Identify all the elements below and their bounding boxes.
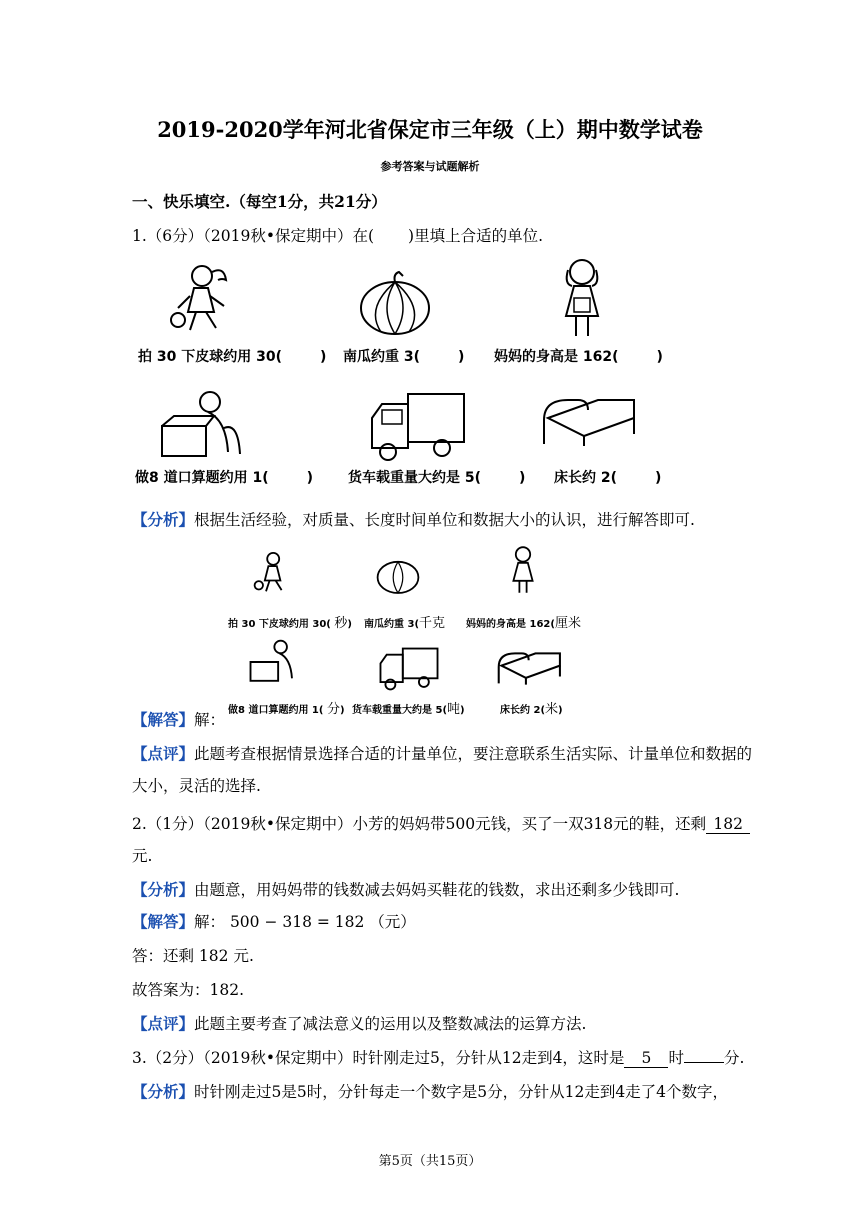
q2-comment	[132, 1012, 586, 1034]
q1-comment	[132, 742, 752, 764]
answer-girl-ball-illustration	[248, 548, 296, 598]
q2-answer-text: 解： 500 − 318 = 182 （元）	[194, 913, 416, 931]
caption-desk-text: 做8 道口算题约用 1(	[135, 470, 269, 486]
pumpkin-illustration	[355, 270, 435, 338]
q2-final: 故答案为：182.	[132, 981, 245, 999]
answer-caption-bed-close: )	[558, 705, 563, 716]
q1-analysis-text: 根据生活经验，对质量、长度时间单位和数据大小的认识，进行解答即可.	[194, 511, 695, 529]
caption-ball-close: )	[320, 349, 327, 365]
answer-unit-desk: 分	[326, 702, 340, 717]
caption-mom	[494, 346, 663, 366]
q1-analysis-tag: 【分析】	[132, 510, 195, 529]
q2-answer-tag: 【解答】	[132, 912, 195, 931]
page-subtitle: 参考答案与试题解析	[380, 160, 480, 173]
answer-truck-illustration	[378, 646, 440, 692]
q3-analysis-text: 时针刚走过5是5时，分针每走一个数字是5分，分针从12走到4走了4个数字，	[194, 1083, 729, 1101]
q3-minute-blank	[684, 1062, 724, 1063]
question-3-stem	[132, 1046, 744, 1068]
caption-bed-close: )	[655, 470, 662, 486]
caption-bed	[554, 467, 661, 487]
answer-pumpkin-illustration	[374, 554, 422, 596]
caption-bed-text: 床长约 2(	[554, 470, 618, 486]
q1-answer	[132, 708, 225, 730]
answer-caption-bed-text: 床长约 2(	[500, 705, 546, 716]
page-footer: 第5页（共15页）	[378, 1154, 482, 1169]
caption-pumpkin	[343, 346, 464, 366]
caption-truck-close: )	[519, 470, 526, 486]
caption-mom-text: 妈妈的身高是 162(	[494, 349, 619, 365]
q2-comment-text: 此题主要考查了减法意义的运用以及整数减法的运算方法.	[194, 1015, 587, 1033]
caption-mom-close: )	[656, 349, 663, 365]
q2-analysis-text: 由题意，用妈妈带的钱数减去妈妈买鞋花的钱数，求出还剩多少钱即可.	[194, 881, 680, 899]
caption-ball	[138, 346, 326, 366]
q2-unit: 元.	[132, 847, 153, 865]
truck-illustration	[368, 390, 468, 464]
q1-stem-after: )里填上合适的单位.	[408, 227, 544, 245]
answer-caption-desk	[228, 698, 345, 717]
q1-analysis	[132, 508, 695, 530]
q1-answer-tag: 【解答】	[132, 710, 195, 729]
answer-bed-illustration	[496, 646, 564, 688]
q1-comment-line1: 此题考查根据情景选择合适的计量单位，要注意联系生活实际、计量单位和数据的	[194, 745, 753, 763]
q2-reply: 答：还剩 182 元.	[132, 947, 254, 965]
answer-caption-mom-text: 妈妈的身高是 162(	[466, 619, 555, 630]
q3-analysis-tag: 【分析】	[132, 1082, 195, 1101]
mother-illustration	[552, 256, 612, 340]
q2-analysis-tag: 【分析】	[132, 880, 195, 899]
answer-caption-ball-close: )	[347, 619, 352, 630]
q3-end-text: 分.	[723, 1049, 745, 1067]
answer-unit-bed: 米	[545, 702, 559, 717]
bed-illustration	[540, 390, 640, 450]
q1-answer-text: 解：	[194, 711, 226, 729]
caption-desk-close: )	[306, 470, 314, 486]
answer-unit-ball: 秒	[334, 616, 348, 631]
answer-unit-mom: 厘米	[554, 616, 581, 631]
answer-caption-truck-close: )	[460, 705, 465, 716]
caption-pumpkin-close: )	[458, 349, 465, 365]
answer-caption-truck-text: 货车载重量大约是 5(	[352, 705, 448, 716]
caption-truck	[348, 467, 525, 487]
q2-stem-text: 2.（1分）（2019秋•保定期中）小芳的妈妈带500元钱，买了一双318元的鞋，还剩	[132, 815, 707, 833]
answer-unit-pumpkin: 千克	[419, 616, 446, 631]
q3-stem-text: 3.（2分）（2019秋•保定期中）时针刚走过5，分针从12走到4，这时是	[132, 1049, 625, 1067]
caption-pumpkin-text: 南瓜约重 3(	[343, 349, 421, 365]
caption-desk	[135, 467, 313, 487]
question-1-stem	[132, 224, 543, 246]
q3-mid-text: 时	[668, 1049, 684, 1067]
answer-caption-desk-close: )	[339, 705, 345, 716]
answer-caption-truck	[352, 698, 465, 717]
answer-caption-desk-text: 做8 道口算题约用 1(	[228, 705, 324, 716]
q1-comment-line2: 大小，灵活的选择.	[132, 777, 261, 795]
answer-caption-ball-text: 拍 30 下皮球约用 30(	[228, 619, 331, 630]
q2-comment-tag: 【点评】	[132, 1014, 195, 1033]
answer-caption-pumpkin-text: 南瓜约重 3(	[364, 619, 420, 630]
answer-caption-mom	[466, 612, 581, 631]
q3-hour-blank: 5	[624, 1050, 668, 1068]
question-2-stem	[132, 812, 750, 834]
answer-caption-ball	[228, 612, 352, 631]
section-heading: 一、快乐填空.（每空1分，共21分）	[132, 192, 387, 211]
answer-caption-pumpkin	[364, 612, 445, 631]
page-title: 2019-2020学年河北省保定市三年级（上）期中数学试卷	[157, 117, 703, 142]
caption-truck-text: 货车载重量大约是 5(	[348, 470, 482, 486]
q1-stem-before: 1.（6分）（2019秋•保定期中）在(	[132, 227, 375, 245]
caption-ball-text: 拍 30 下皮球约用 30(	[138, 349, 282, 365]
q3-analysis	[132, 1080, 728, 1102]
answer-caption-bed	[500, 698, 563, 717]
answer-mother-illustration	[505, 544, 541, 596]
girl-ball-illustration	[160, 262, 240, 337]
answer-child-desk-illustration	[248, 638, 302, 686]
child-desk-illustration	[158, 388, 244, 464]
answer-unit-truck: 吨	[447, 702, 461, 717]
q2-answer-blank: 182	[706, 816, 750, 834]
q2-answer	[132, 910, 416, 932]
q2-analysis	[132, 878, 679, 900]
q1-comment-tag: 【点评】	[132, 744, 195, 763]
